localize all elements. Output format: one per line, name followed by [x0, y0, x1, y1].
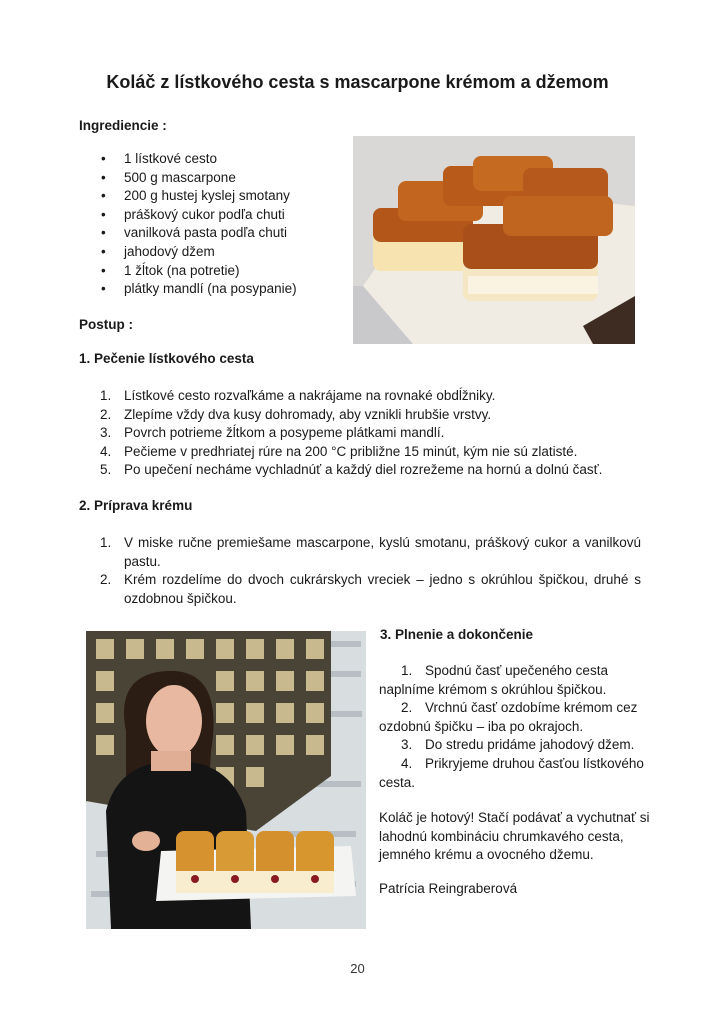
step-number: 1. — [100, 388, 112, 403]
step-number: 1. — [100, 535, 112, 550]
step-text: Povrch potrieme žĺtkom a posypeme plátkami mandlí. — [124, 425, 445, 441]
step-number: 4. — [100, 443, 112, 459]
pastry-image — [353, 136, 635, 344]
step-number: 3. — [401, 737, 413, 753]
step-item — [79, 461, 659, 480]
author-photo — [86, 631, 366, 929]
step-text: Po upečení necháme vychladnúť a každý diel rozrežeme na hornú a dolnú časť. — [124, 462, 603, 478]
ingredients-heading: Ingrediencie : — [79, 118, 167, 133]
step-text: Lístkové cesto rozvaľkáme a nakrájame na rovnaké obdĺžniky. — [124, 388, 496, 403]
step-number: 1. — [401, 663, 413, 678]
page-title: Koláč z lístkového cesta s mascarpone krémom a džemom — [106, 72, 609, 92]
step-number: 2. — [401, 700, 413, 716]
step-item — [379, 662, 654, 699]
step-text: Krém rozdelíme do dvoch cukrárskych vreciek – jedno s okrúhlou špičkou, druhé s ozdobnou špičkou. — [124, 572, 641, 606]
step-text: Zlepíme vždy dva kusy dohromady, aby vznikli hrubšie vrstvy. — [124, 406, 492, 422]
ingredient-item: • 500 g mascarpone — [79, 169, 349, 188]
step-item — [79, 424, 659, 443]
step-number: 2. — [100, 572, 112, 588]
step-item — [379, 699, 654, 736]
procedure-heading: Postup : — [79, 317, 133, 332]
ingredient-item: • jahodový džem — [79, 243, 349, 262]
cream-steps — [79, 534, 641, 608]
step-item — [379, 755, 654, 792]
step-text: Do stredu pridáme jahodový džem. — [425, 737, 635, 753]
ingredient-item: • práškový cukor podľa chuti — [79, 206, 349, 225]
author-image — [86, 631, 366, 929]
ingredient-item: • 1 žĺtok (na potretie) — [79, 262, 349, 281]
step-number: 3. — [100, 425, 112, 441]
ingredients-list — [79, 150, 349, 299]
step-item — [79, 534, 641, 571]
section-heading-cream: 2. Príprava krému — [79, 498, 193, 513]
step-text: Spodnú časť upečeného cesta naplníme krémom s okrúhlou špičkou. — [379, 663, 608, 697]
step-item — [79, 406, 659, 425]
author-name: Patrícia Reingraberová — [379, 881, 518, 896]
filling-steps — [379, 662, 654, 792]
step-item — [79, 443, 659, 462]
ingredient-item: • 1 lístkové cesto — [79, 150, 349, 169]
ingredient-item: • vanilková pasta podľa chuti — [79, 224, 349, 243]
step-text: V miske ručne premiešame mascarpone, kyslú smotanu, práškový cukor a vanilkovú pastu. — [124, 535, 641, 569]
step-text: Pečieme v predhriatej rúre na 200 °C približne 15 minút, kým nie sú zlatisté. — [124, 443, 578, 459]
section-heading-baking: 1. Pečenie lístkového cesta — [79, 351, 254, 366]
step-number: 4. — [401, 755, 413, 771]
step-text: Vrchnú časť ozdobíme krémom cez ozdobnú špičku – iba po okrajoch. — [379, 700, 638, 734]
closing-paragraph: Koláč je hotový! Stačí podávať a vychutnať si lahodnú kombináciu chrumkavého cesta, jemného krému a ovocného džemu. — [379, 810, 650, 863]
step-text: Prikryjeme druhou časťou lístkového cesta. — [379, 755, 644, 790]
ingredient-item: • 200 g hustej kyslej smotany — [79, 187, 349, 206]
step-item — [79, 387, 659, 406]
step-item — [79, 571, 641, 608]
step-number: 5. — [100, 462, 112, 478]
pastry-photo — [353, 136, 635, 344]
page-number: 20 — [350, 961, 365, 976]
section-heading-filling: 3. Plnenie a dokončenie — [380, 627, 534, 642]
ingredient-item: • plátky mandlí (na posypanie) — [79, 280, 349, 299]
step-item — [379, 736, 654, 755]
step-number: 2. — [100, 406, 112, 422]
baking-steps — [79, 387, 659, 480]
